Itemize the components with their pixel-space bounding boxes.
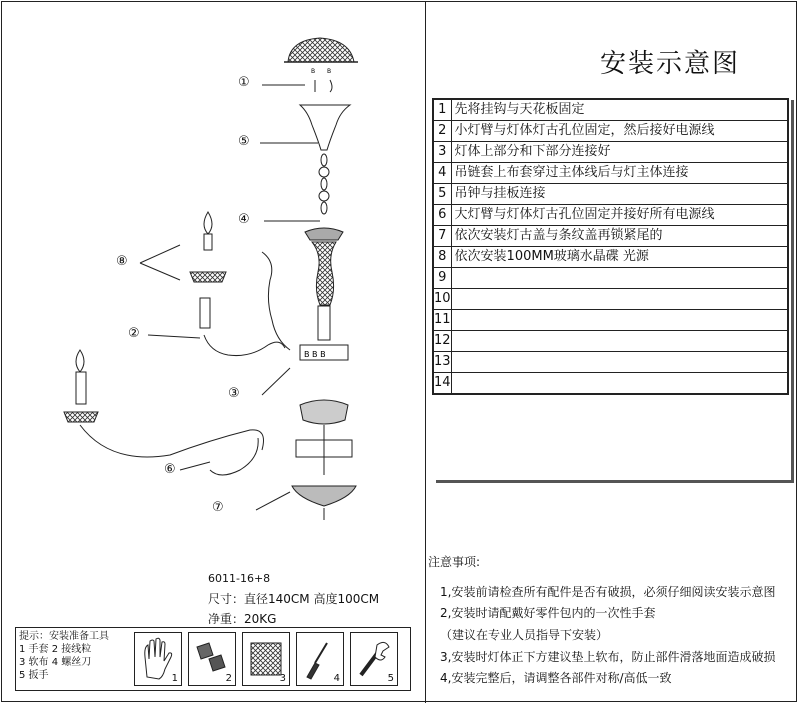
step-text	[451, 373, 788, 395]
note-4: 4,安装完整后，请调整各部件对称/高低一致	[440, 671, 672, 685]
tool-number-2: 2	[225, 673, 232, 684]
step-number: 5	[433, 184, 451, 205]
step-text: 依次安装灯古盖与条纹盖再锁紧尾的	[451, 226, 788, 247]
small-arm	[200, 252, 290, 356]
step-number: 4	[433, 163, 451, 184]
step-number: 9	[433, 268, 451, 289]
step-number: 2	[433, 121, 451, 142]
step-number: 8	[433, 247, 451, 268]
callout-1: ①	[238, 75, 250, 90]
tool-glove	[134, 632, 182, 686]
weight-spec: 净重：20KG	[208, 612, 277, 626]
callout-7: ⑦	[212, 500, 224, 515]
tool-number-5: 5	[387, 673, 394, 684]
step-text: 吊链套上布套穿过主体线后与灯主体连接	[451, 163, 788, 184]
step-number: 1	[433, 99, 451, 121]
tool-number-4: 4	[333, 673, 340, 684]
tools-line-1: 1 手套 2 接线粒	[19, 644, 92, 655]
step-number: 3	[433, 142, 451, 163]
svg-text:B: B	[311, 68, 316, 75]
tools-legend	[19, 630, 109, 682]
step-number: 12	[433, 331, 451, 352]
note-2: 2,安装时请配戴好零件包内的一次性手套	[440, 606, 656, 620]
step-text: 小灯臂与灯体灯古孔位固定，然后接好电源线	[451, 121, 788, 142]
step-text: 先将挂钩与天花板固定	[451, 99, 788, 121]
step-row	[433, 310, 788, 331]
tools-panel	[15, 627, 411, 691]
step-row	[433, 268, 788, 289]
tools-line-2: 3 软布 4 螺丝刀	[19, 657, 92, 668]
size-spec: 尺寸：直径140CM 高度100CM	[208, 592, 380, 606]
step-number: 7	[433, 226, 451, 247]
callout-8: ⑧	[116, 254, 128, 269]
tool-wrench	[350, 632, 398, 686]
page-title: 安装示意图	[600, 49, 741, 79]
step-text	[451, 310, 788, 331]
step-row	[433, 226, 788, 247]
step-row	[433, 121, 788, 142]
step-number: 13	[433, 352, 451, 373]
callout-4: ④	[238, 212, 250, 227]
step-text: 依次安装100MM玻璃水晶碟 光源	[451, 247, 788, 268]
note-3: 3,安装时灯体正下方建议垫上软布，防止部件滑落地面造成破损	[440, 650, 776, 664]
tools-heading: 提示：安装准备工具	[19, 631, 109, 642]
tool-number-1: 1	[171, 673, 178, 684]
step-row	[433, 352, 788, 373]
notes-heading: 注意事项:	[428, 555, 481, 569]
note-1: 1,安装前请检查所有配件是否有破损，必须仔细阅读安装示意图	[440, 585, 776, 599]
step-text	[451, 268, 788, 289]
svg-text:B B B: B B B	[304, 350, 326, 359]
step-text	[451, 289, 788, 310]
note-2-sub: （建议在专业人员指导下安装）	[440, 628, 609, 642]
step-number: 14	[433, 373, 451, 395]
tool-wire-connector	[188, 632, 236, 686]
steps-table	[432, 98, 789, 395]
step-text	[451, 331, 788, 352]
step-row	[433, 163, 788, 184]
tool-screwdriver	[296, 632, 344, 686]
callout-5: ⑤	[238, 134, 250, 149]
bottom-cap	[292, 486, 356, 506]
callout-6: ⑥	[164, 462, 176, 477]
step-row	[433, 331, 788, 352]
model-number: 6011-16+8	[208, 572, 271, 585]
step-text: 大灯臂与灯体灯古孔位固定并接好所有电源线	[451, 205, 788, 226]
panel-divider	[425, 1, 426, 703]
step-number: 11	[433, 310, 451, 331]
table-shadow-bottom	[436, 480, 794, 483]
tool-number-3: 3	[279, 673, 286, 684]
step-row	[433, 373, 788, 395]
step-text	[451, 352, 788, 373]
large-arm	[64, 350, 264, 475]
step-row	[433, 205, 788, 226]
table-shadow-right	[791, 100, 794, 482]
step-row	[433, 247, 788, 268]
callout-2: ②	[128, 326, 140, 341]
step-row	[433, 99, 788, 121]
step-row	[433, 142, 788, 163]
step-number: 6	[433, 205, 451, 226]
step-text: 灯体上部分和下部分连接好	[451, 142, 788, 163]
tool-soft-cloth	[242, 632, 290, 686]
svg-text:B: B	[327, 68, 332, 75]
step-row	[433, 289, 788, 310]
lamp-body-lower	[300, 400, 348, 424]
step-text: 吊钟与挂板连接	[451, 184, 788, 205]
hanging-chain	[319, 154, 329, 214]
callout-3: ③	[228, 386, 240, 401]
lamp-body-upper	[305, 228, 343, 240]
step-row	[433, 184, 788, 205]
canopy	[288, 38, 354, 62]
step-number: 10	[433, 289, 451, 310]
tools-line-3: 5 扳手	[19, 670, 49, 681]
candle-flame	[204, 212, 212, 234]
